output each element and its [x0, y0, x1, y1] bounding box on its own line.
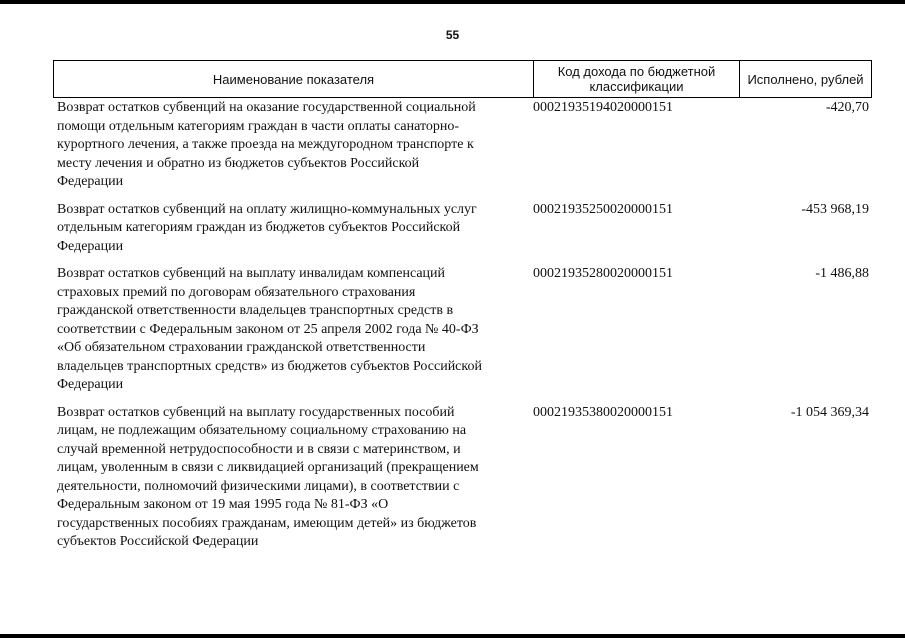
row-amount: -453 968,19	[801, 201, 869, 217]
row-code: 00021935194020000151	[533, 100, 673, 115]
bottom-border	[0, 634, 905, 638]
row-code: 00021935280020000151	[533, 266, 673, 281]
row-amount: -1 054 369,34	[790, 404, 869, 420]
header-executed: Исполнено, рублей	[739, 61, 871, 97]
row-amount: -420,70	[825, 100, 869, 115]
row-name: Возврат остатков субвенций на оплату жилищно-коммунальных услуг отдельным категориям граждан из бюджетов субъектов Российской Федерации	[57, 201, 477, 254]
row-amount: -1 486,88	[815, 266, 869, 281]
row-code: 00021935380020000151	[533, 404, 673, 420]
header-code: Код дохода по бюджетной классификации	[533, 61, 739, 97]
table-body	[57, 99, 872, 552]
table-row	[57, 265, 872, 395]
row-code: 00021935250020000151	[533, 201, 673, 217]
table-row	[57, 99, 872, 192]
row-name: Возврат остатков субвенций на выплату государственных пособий лицам, не подлежащим обязательному социальному страхованию на случай временной нетрудоспособности и в связи с материнством, и лицам, уволенным в связи с ликвидацией организаций (прекращением деятельности, полномочий физическими лицами), в соответствии с Федеральным законом от 19 мая 1995 года № 81-ФЗ «О государственных пособиях гражданам, имеющим детей» из бюджетов субъектов Российской Федерации	[57, 404, 479, 549]
header-name: Наименование показателя	[212, 71, 375, 87]
row-name: Возврат остатков субвенций на выплату инвалидам компенсаций страховых премий по договорам обязательного страхования гражданской ответственности владельцев транспортных средств в соответствии с Федеральным законом от 25 апреля 2002 года № 40-ФЗ «Об обязательном страховании гражданской ответственности владельцев транспортных средств» из бюджетов субъектов Российской Федерации	[57, 266, 482, 392]
table-row	[57, 201, 872, 257]
page-number: 55	[445, 28, 460, 42]
table-row	[57, 404, 872, 552]
row-name: Возврат остатков субвенций на оказание государственной социальной помощи отдельным категориям граждан в части оплаты санаторно- курортного лечения, а также проезда на междугородном транспорте к месту лечения и обратно из бюджетов субъектов Российской Федерации	[57, 100, 476, 189]
table-header	[53, 60, 872, 98]
top-border	[0, 0, 905, 4]
